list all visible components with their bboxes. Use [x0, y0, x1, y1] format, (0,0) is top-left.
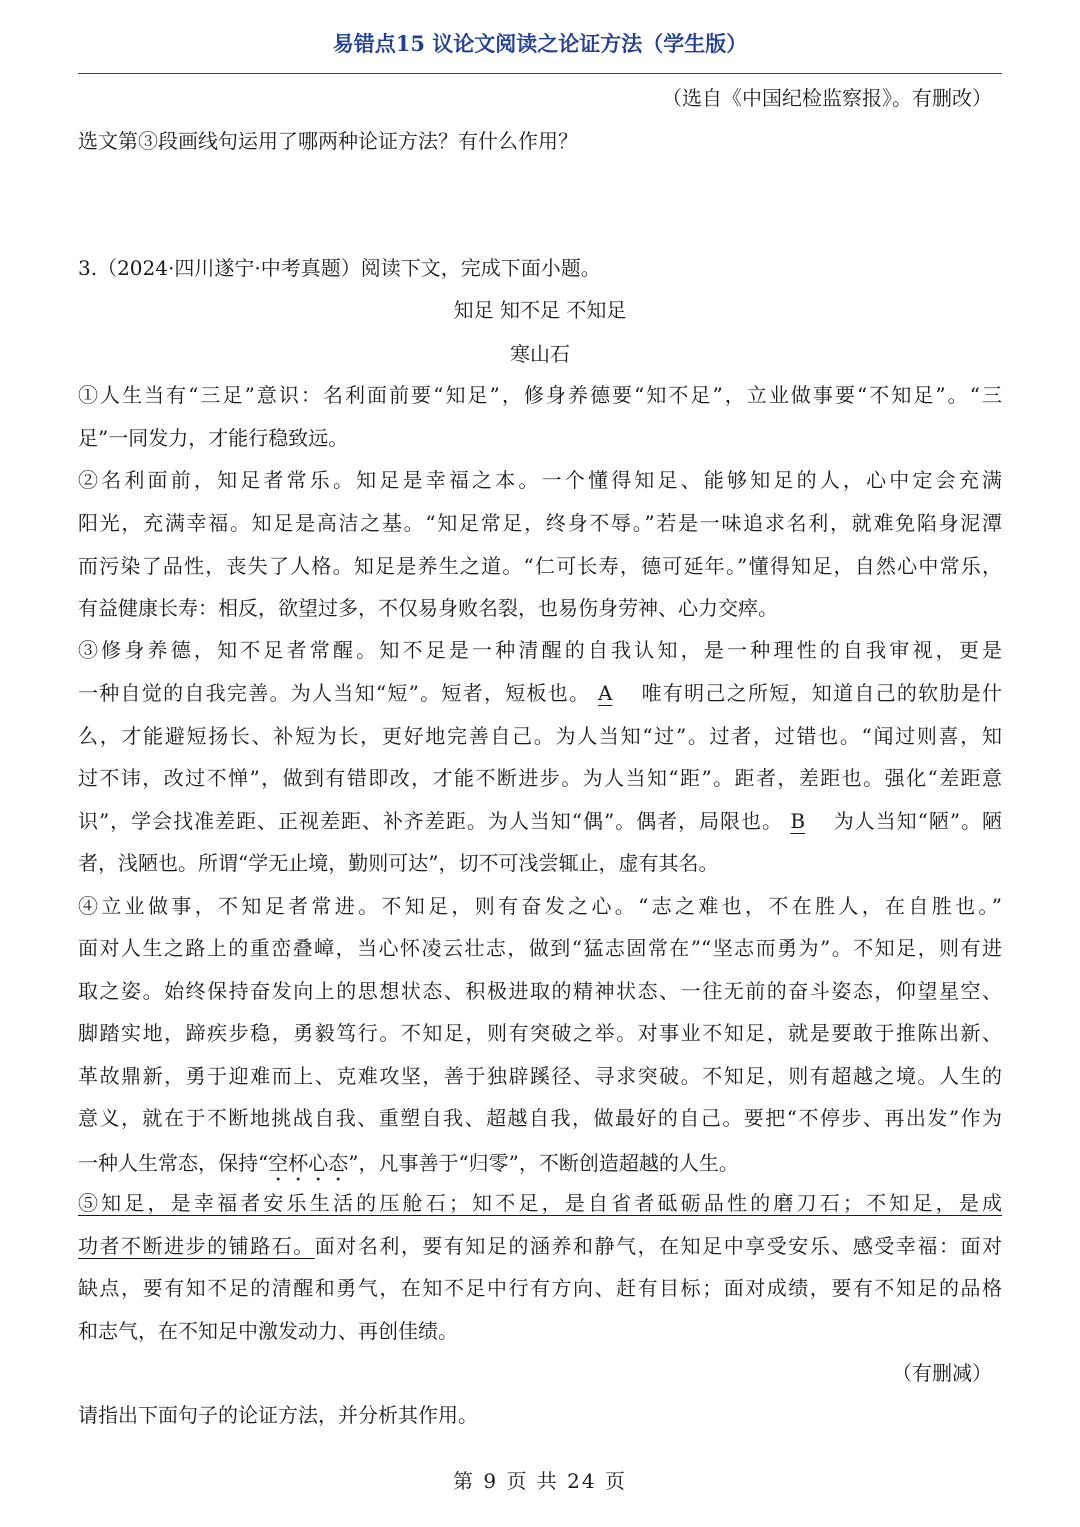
p4-line: 革故鼎新，勇于迎难而上、克难攻坚，善于独辟蹊径、寻求突破。不知足，则有超越之境。人生的 [78, 1064, 1002, 1088]
underlined-sentence: ⑤知足，是幸福者安乐生活的压舱石；知不足，是自省者砥砺品性的磨刀石；不知足，是成 [78, 1191, 1002, 1215]
p5-line [78, 1193, 1002, 1213]
p4-line: 面对人生之路上的重峦叠嶂，当心怀凌云壮志，做到“猛志固常在”“坚志而勇为”。不知足，则有进 [78, 936, 1002, 960]
blank-b: B [790, 809, 806, 833]
underlined-sentence: 功者不断进步的铺路石。 [78, 1234, 315, 1258]
page-number: 第 9 页 共 24 页 [453, 1469, 627, 1493]
p4-line: 取之姿。始终保持奋发向上的思想状态、积极进取的精神状态、一往无前的奋斗姿态，仰望星空、 [78, 979, 1002, 1003]
p2-line: ②名利面前，知足者常乐。知足是幸福之本。一个懂得知足、能够知足的人，心中定会充满 [78, 468, 1002, 492]
p2-line: 有益健康长寿：相反，欲望过多，不仅易身败名裂，也易伤身劳神、心力交瘁。 [78, 596, 778, 620]
p3-line-text: 为人当知“陋”。陋 [833, 809, 1002, 833]
p4-line: 意义，就在于不断地挑战自我、重塑自我、超越自我，做最好的自己。要把“不停步、再出发”作为 [78, 1106, 1002, 1130]
p3-line [78, 683, 1002, 703]
question-intro: 3.（2024·四川遂宁·中考真题）阅读下文，完成下面小题。 [78, 256, 601, 280]
p5-line: 和志气，在不知足中激发动力、再创佳绩。 [78, 1319, 458, 1343]
p4-line: 脚踏实地，蹄疾步稳，勇毅笃行。不知足，则有突破之举。对事业不知足，就是要敢于推陈出新、 [78, 1021, 1002, 1045]
p3-line-text: 一种自觉的自我完善。为人当知“短”。短者，短板也。 [78, 681, 591, 705]
sub-question: 请指出下面句子的论证方法，并分析其作用。 [78, 1403, 478, 1427]
p3-line: ③修身养德，知不足者常醒。知不足是一种清醒的自我认知，是一种理性的自我审视，更是 [78, 638, 1002, 662]
p4-line-text: ”，凡事善于“归零”，不断创造超越的人生。 [348, 1151, 739, 1175]
p3-line [78, 811, 1002, 831]
page-header-title: 易错点15 议论文阅读之论证方法（学生版） [332, 31, 748, 56]
header-divider [78, 73, 1002, 74]
emphasis-dots-phrase: 空杯心态 [268, 1151, 349, 1175]
blank-a: A [597, 681, 613, 705]
p3-line-text: 唯有明己之所短，知道自己的软肋是什 [641, 681, 1003, 705]
p2-line: 而污染了品性，丧失了人格。知足是养生之道。“仁可长寿，德可延年。”懂得知足，自然心中常乐， [78, 554, 1002, 578]
p3-line: 者，浅陋也。所谓“学无止境，勤则可达”，切不可浅尝辄止，虚有其名。 [78, 851, 719, 875]
p1-line: ①人生当有“三足”意识：名利面前要“知足”，修身养德要“知不足”，立业做事要“不知足”。“三 [78, 383, 1002, 407]
article-author: 寒山石 [510, 342, 570, 366]
p1-line: 足”一同发力，才能行稳致远。 [78, 426, 349, 450]
p4-line [78, 1151, 1002, 1186]
p5-line: 缺点，要有知不足的清醒和勇气，在知不足中行有方向、赶有目标；面对成绩，要有不知足的品格 [78, 1276, 1002, 1300]
p2-line: 阳光，充满幸福。知足是高洁之基。“知足常足，终身不辱。”若是一味追求名利，就难免陷身泥潭 [78, 511, 1002, 535]
p3-line: 过不讳，改过不惮”，做到有错即改，才能不断进步。为人当知“距”。距者，差距也。强化“差距意 [78, 766, 1002, 790]
prev-question: 选文第③段画线句运用了哪两种论证方法？有什么作用？ [78, 129, 578, 153]
p4-line: ④立业做事，不知足者常进。不知足，则有奋发之心。“志之难也，不在胜人，在自胜也。” [78, 894, 1002, 918]
article-source: （有删减） [892, 1361, 992, 1385]
p3-line-text: 识”，学会找准差距、正视差距、补齐差距。为人当知“偶”。偶者，局限也。 [78, 809, 784, 833]
p5-line-text: 面对名利，要有知足的涵养和静气，在知足中享受安乐、感受幸福：面对 [314, 1234, 1003, 1258]
prev-source: （选自《中国纪检监察报》。有删改） [662, 86, 992, 110]
p4-line-text: 一种人生常态，保持“ [78, 1151, 269, 1175]
article-title: 知足 知不足 不知足 [453, 298, 627, 322]
p5-line [78, 1236, 1002, 1256]
p3-line: 么，才能避短扬长、补短为长，更好地完善自己。为人当知“过”。过者，过错也。“闻过则喜，知 [78, 724, 1002, 748]
